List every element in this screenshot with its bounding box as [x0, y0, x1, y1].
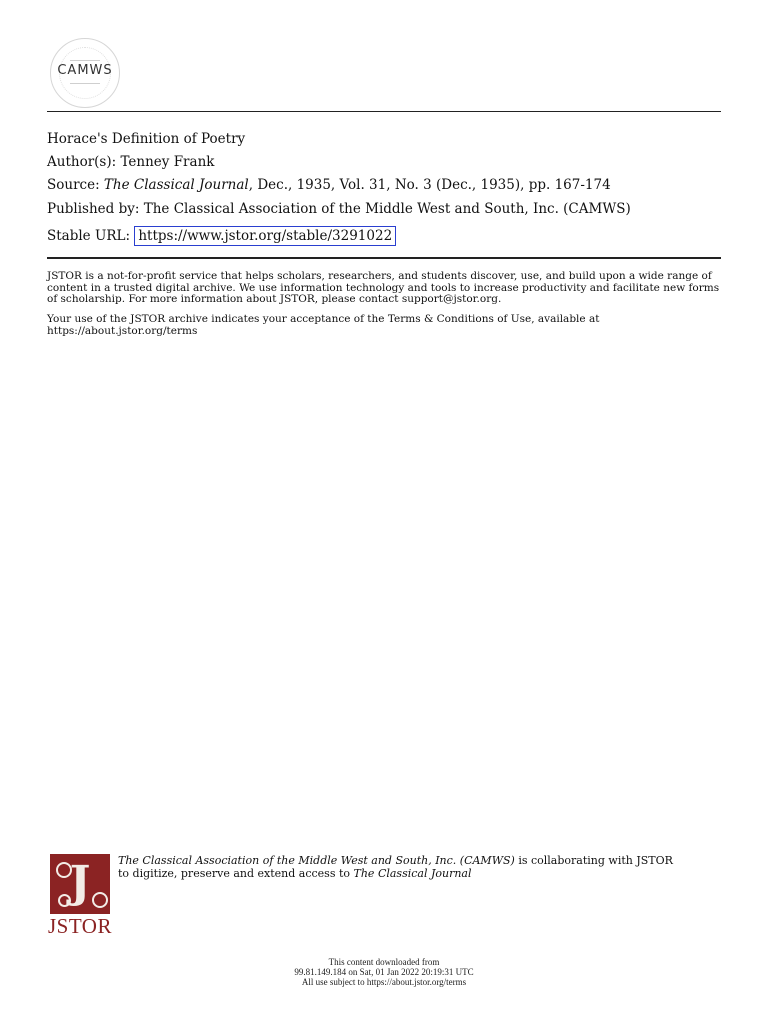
collaboration-middle: is collaborating with JSTOR to digitize, preserve and extend access to — [118, 854, 673, 880]
camws-seal-text: CAMWS — [57, 63, 113, 78]
collaboration-org: The Classical Association of the Middle West and South, Inc. (CAMWS) — [118, 854, 515, 867]
author-name: Tenney Frank — [120, 154, 215, 170]
download-footer — [184, 957, 584, 987]
collaboration-journal: The Classical Journal — [353, 866, 472, 880]
stable-url-link[interactable]: https://www.jstor.org/stable/3291022 — [134, 226, 396, 246]
article-title: Horace's Definition of Poetry — [47, 131, 246, 147]
source-label: Source: — [47, 177, 100, 193]
jstor-logo-icon — [48, 854, 112, 914]
jstor-wordmark: JSTOR — [48, 914, 112, 938]
footer-line-1: This content downloaded from — [328, 957, 440, 967]
stable-url-line — [47, 226, 396, 246]
header-rule — [47, 111, 721, 112]
footer-line-3: All use subject to https://about.jstor.org/terms — [301, 977, 467, 987]
metadata-rule — [47, 257, 721, 259]
jstor-logo-letter: J — [69, 857, 91, 908]
terms-notice-paragraph: Your use of the JSTOR archive indicates your acceptance of the Terms & Conditions of Use, available at https://about.jstor.org/terms — [47, 313, 600, 337]
source-journal: The Classical Journal — [103, 177, 249, 193]
collaboration-statement — [118, 855, 678, 880]
publisher-name: The Classical Association of the Middle West and South, Inc. (CAMWS) — [143, 201, 631, 217]
source-details: , Dec., 1935, Vol. 31, No. 3 (Dec., 1935), pp. 167-174 — [248, 177, 611, 193]
publisher-line — [47, 201, 631, 218]
author-label: Author(s): — [47, 154, 117, 170]
camws-seal-logo — [50, 38, 120, 108]
author-line — [47, 154, 214, 171]
source-line — [47, 177, 611, 194]
jstor-notice-paragraph: JSTOR is a not-for-profit service that helps scholars, researchers, and students discover, use, and build upon a wide range of content in a trusted digital archive. We use information technology and tools to increase productivity and facilitate new forms of scholarship. For more information about JSTOR, please contact support@jstor.org. — [47, 270, 720, 305]
publisher-label: Published by: — [47, 201, 140, 217]
footer-line-2: 99.81.149.184 on Sat, 01 Jan 2022 20:19:31 UTC — [294, 967, 474, 977]
stable-url-label: Stable URL: — [47, 228, 131, 244]
